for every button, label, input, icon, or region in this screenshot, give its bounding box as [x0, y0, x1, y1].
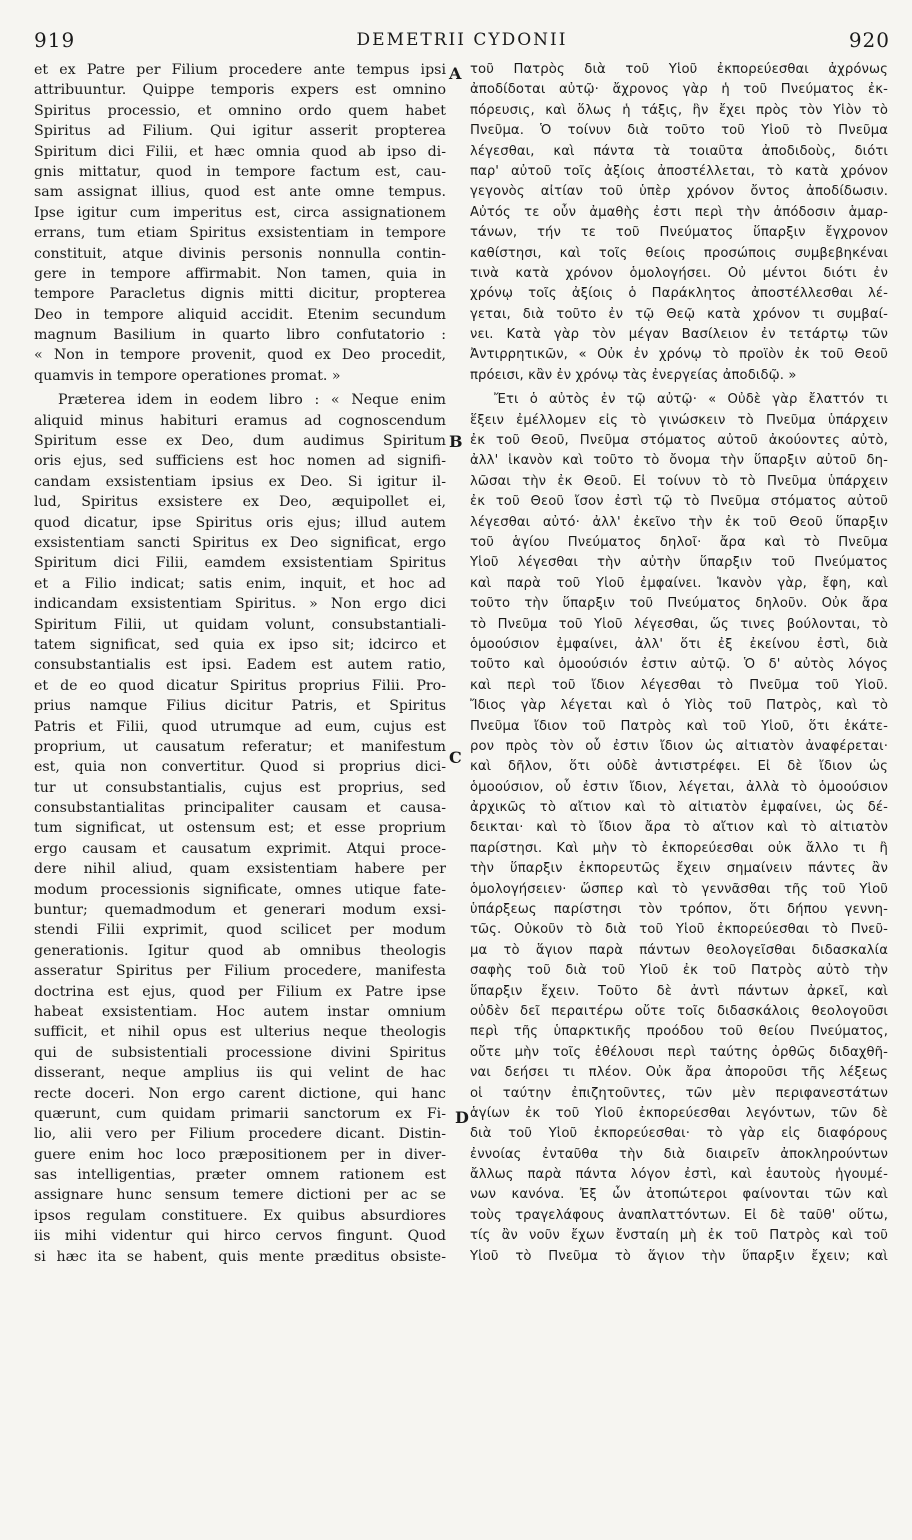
text-line: consubstantialitas principaliter causam et causa- [34, 800, 446, 817]
text-line: Spiritum Filii, ut quidam volunt, consubstantiali- [34, 616, 446, 633]
text-line: ἀποδίδοται αὐτῷ· ἄχρονος γὰρ ἡ τοῦ Πνεύματος ἐκ- [470, 82, 888, 98]
text-line: Spiritus ad Filium. Qui igitur asserit propterea [34, 123, 446, 140]
text-line: τὴν ὕπαρξιν ἐκπορευτῶς ἔχειν σημαίνειν πάντες ἂν [470, 861, 888, 877]
text-line: γεγονὸς αἰτίαν τοῦ ὑπὲρ χρόνον ὄντος ἀποδίδωσιν. [470, 184, 888, 200]
text-line: τινὰ κατὰ χρόνον ὁμολογήσει. Οὐ μέντοι διότι ἐν [470, 265, 888, 281]
text-line: attribuuntur. Quippe temporis expers est omnino [34, 82, 446, 99]
text-line: Ἔτι ὁ αὐτὸς ἐν τῷ αὐτῷ· « Οὐδὲ γὰρ ἔλαττόν τι [494, 392, 888, 408]
text-line: prius namque Filius dicitur Patris, et Spiritus [34, 698, 446, 715]
margin-letter-b: B [449, 432, 463, 451]
text-line: Spiritus processio, et omnino ordo quem habet [34, 102, 446, 119]
text-line: ἐκ τοῦ Θεοῦ, Πνεῦμα στόματος αὐτοῦ ἀκούοντες αὐτὸ, [470, 433, 888, 449]
text-line: oris ejus, sed sufficiens est hoc nomen ad signifi- [34, 453, 446, 470]
text-line: ἁγίων ἐκ τοῦ Υἱοῦ ἐκπορεύεσθαι λεγόντων, τῶν δὲ [470, 1105, 888, 1121]
text-line: et a Filio indicat; satis enim, inquit, et hoc ad [34, 575, 446, 592]
text-line: ὑπάρξεως παρίστησι τὸν τρόπον, ὅτι δήπου γεννη- [470, 902, 888, 918]
text-line: παρ' αὐτοῦ τοῖς ἀξίοις ἀποστέλλεται, τὸ κατὰ χρόνον [470, 163, 888, 179]
text-line: τοῦ ἁγίου Πνεύματος δηλοῖ· ἄρα καὶ τὸ Πνεῦμα [470, 534, 888, 550]
text-line: παρίστησι. Καὶ μὴν τὸ ἐκπορεύεσθαι οὐκ ἄλλο τι ἢ [470, 840, 888, 856]
text-line: νων κανόνα. Ἐξ ὧν ἀτοπώτεροι φαίνονται τῶν καὶ [470, 1187, 888, 1203]
text-line: tur ut consubstantialis, cujus est proprius, sed [34, 779, 446, 796]
text-line: ὁμολογήσειεν· ὥσπερ καὶ τὸ γεννᾶσθαι τῆς τοῦ Υἱοῦ [470, 881, 888, 897]
page-header [34, 28, 890, 56]
text-line: guere enim hoc loco præpositionem per in diver- [34, 1146, 446, 1163]
text-line: καὶ δῆλον, ὅτι οὐδὲ ἀντιστρέφει. Εἰ δὲ ἴδιον ὡς [470, 759, 888, 775]
text-line: Ἴδιος γὰρ λέγεται καὶ ὁ Υἱὸς τοῦ Πατρὸς, καὶ τὸ [470, 698, 888, 714]
text-line: ὁμοούσιον, οὗ ἐστιν ἴδιον, λέγεται, ἀλλὰ τὸ ὁμοούσιον [470, 779, 888, 795]
text-line: Ipse igitur cum imperitus est, circa assignationem [34, 204, 446, 221]
text-line: καὶ παρὰ τοῦ Υἱοῦ ἐμφαίνει. Ἱκανὸν γὰρ, ἔφη, καὶ [470, 575, 888, 591]
text-line: πόρευσις, καὶ ὅλως ἡ τάξις, ἣν ἔχει πρὸς τὸν Υἱὸν τὸ [470, 102, 888, 118]
text-line: exsistentiam sancti Spiritus ex Deo significat, ergo [34, 534, 446, 551]
text-line: et de eo quod dicatur Spiritus proprius Filii. Pro- [34, 677, 446, 694]
text-line: iis mihi videntur qui hirco cervos fingunt. Quod [34, 1228, 446, 1245]
text-line: quærunt, cum quidam primarii sanctorum ex Fi- [34, 1105, 446, 1122]
text-line: Υἱοῦ λέγεσθαι τὴν αὐτὴν ὕπαρξιν τοῦ Πνεύματος [470, 555, 888, 571]
text-line: si hæc ita se habent, quis mente præditus obsiste- [34, 1248, 446, 1265]
text-line: τοὺς τραγελάφους ἀναπλαττόντων. Εἰ δὲ ταῦθ' οὕτω, [470, 1207, 888, 1223]
text-line: qui de subsistentiali processione divini Spiritus [34, 1044, 446, 1061]
text-line: habeat exsistentiam. Hoc autem instar omnium [34, 1003, 446, 1020]
text-line: ergo causam et causatum exprimit. Atqui proce- [34, 840, 446, 857]
text-line: dere nihil aliud, quam exsistentiam habere per [34, 861, 446, 878]
text-line: Præterea idem in eodem libro : « Neque enim [58, 392, 446, 409]
text-line: καὶ περὶ τοῦ ἴδιον λέγεσθαι τὸ Πνεῦμα τοῦ Υἱοῦ. [470, 677, 888, 693]
text-line: ἀλλ' ἱκανὸν καὶ τοῦτο τὸ ὄνομα τὴν ὕπαρξιν αὐτοῦ δη- [470, 453, 888, 469]
text-line: Patris et Filii, quod utrumque ad eum, cujus est [34, 718, 446, 735]
text-line: consubstantialis est ipsi. Eadem est autem ratio, [34, 657, 446, 674]
margin-letter-d: D [455, 1108, 469, 1127]
text-line: Deo in tempore aliquid accidit. Etenim secundum [34, 306, 446, 323]
text-line: recte doceri. Non ergo carent dictione, qui hanc [34, 1085, 446, 1102]
text-line: λέγεσθαι αὐτό· ἀλλ' ἐκεῖνο τὴν ἐκ τοῦ Θεοῦ ὕπαρξιν [470, 514, 888, 530]
text-line: Υἱοῦ τὸ Πνεῦμα τὸ ἅγιον τὴν ὕπαρξιν ἔχειν; καὶ [470, 1248, 888, 1264]
text-line: Spiritum dici Filii, eamdem exsistentiam Spiritus [34, 555, 446, 572]
text-line: τοῦτο τὴν ὕπαρξιν τοῦ Πνεύματος δηλοῦν. Οὐκ ἄρα [470, 596, 888, 612]
text-line: καθίστησι, καὶ τοῖς θείοις προσώποις συμβεβηκέναι [470, 245, 888, 261]
text-line: errans, tum etiam Spiritus exsistentiam in tempore [34, 225, 446, 242]
text-line: buntur; quemadmodum et generari modum exsi- [34, 902, 446, 919]
text-line: τὸ Πνεῦμα τοῦ Υἱοῦ λέγεσθαι, ὥς τινες βούλονται, τὸ [470, 616, 888, 632]
text-line: οὔτε μὴν τοῖς ἐθέλουσι περὶ ταύτης ὀρθῶς διδαχθῆ- [470, 1044, 888, 1060]
text-line: assignare hunc sensum temere dictioni per ac se [34, 1187, 446, 1204]
page-number-left: 919 [34, 28, 76, 52]
text-line: tatem significat, sed quia ex ipso sit; idcirco et [34, 636, 446, 653]
text-line: σαφὴς τοῦ διὰ τοῦ Υἱοῦ ἐκ τοῦ Πατρὸς αὐτὸ τὴν [470, 963, 888, 979]
text-line: asseratur Spiritus per Filium procedere, manifesta [34, 963, 446, 980]
text-line: ἐννοίας ἐνταῦθα τὴν διὰ διαιρεῖν ἀποκληρούντων [470, 1146, 888, 1162]
text-line: Ἀντιρρητικῶν, « Οὐκ ἐν χρόνῳ τὸ προϊὸν ἐκ τοῦ Θεοῦ [470, 347, 888, 363]
text-line: ἐκ τοῦ Θεοῦ ἴσον ἐστὶ τῷ τὸ Πνεῦμα στόματος αὐτοῦ [470, 494, 888, 510]
text-line: τοῦ Πατρὸς διὰ τοῦ Υἱοῦ ἐκπορεύεσθαι ἀχρόνως [470, 62, 888, 77]
text-line: ρον πρὸς τὸν οὗ ἐστιν ἴδιον ὡς αἰτιατὸν ἀναφέρεται· [470, 738, 888, 754]
page-number-right: 920 [848, 28, 890, 52]
text-line: ὁμοούσιον ἐμφαίνει, ἀλλ' ὅτι ἐξ ἐκείνου ἐστὶ, διὰ [470, 636, 888, 652]
text-line: πρόεισι, κἂν ἐν χρόνῳ τὰς ἐνεργείας ἀποδιδῷ. » [470, 367, 797, 383]
text-line: λέγεσθαι, καὶ πάντα τὰ τοιαῦτα ἀποδιδοὺς, διότι [470, 143, 888, 159]
text-line: est, quia non convertitur. Quod si proprius dici- [34, 759, 446, 776]
text-line: μα τὸ ἅγιον παρὰ πάντων θεολογεῖσθαι διδασκαλία [470, 942, 888, 958]
text-line: sufficit, et nihil opus est ulterius neque theologis [34, 1024, 446, 1041]
text-line: τοῦτο καὶ ὁμοούσιόν ἐστιν αὐτῷ. Ὁ δ' αὐτὸς λόγος [470, 657, 888, 673]
text-line: magnum Basilium in quarto libro confutatorio : [34, 327, 446, 344]
text-line: proprium, ut causatum referatur; et manifestum [34, 738, 446, 755]
text-line: gere in tempore affirmabit. Non tamen, quia in [34, 265, 446, 282]
text-line: τίς ἂν νοῦν ἔχων ἔνσταίη μὴ ἐκ τοῦ Πατρὸς καὶ τοῦ [470, 1228, 888, 1244]
text-line: sas intelligentias, præter omnem rationem est [34, 1167, 446, 1184]
text-line: candam exsistentiam ipsius ex Deo. Si igitur il- [34, 473, 446, 490]
latin-column [34, 60, 446, 1267]
greek-column [470, 60, 888, 1267]
text-line: disserant, neque amplius iis qui velint de hac [34, 1065, 446, 1082]
text-line: περὶ τῆς ὑπαρκτικῆς προόδου τοῦ θείου Πνεύματος, [470, 1024, 888, 1040]
text-line: χρόνῳ τοῖς ἀξίοις ὁ Παράκλητος ἀποστέλλεσθαι λέ- [470, 286, 888, 302]
text-line: ἄλλως παρὰ πάντα λόγον ἐστὶ, καὶ ἑαυτοὺς ἡγουμέ- [470, 1167, 888, 1183]
text-line: et ex Patre per Filium procedere ante tempus ipsi [34, 62, 446, 78]
text-line: λῶσαι τὴν ἐκ Θεοῦ. Εἰ τοίνυν τὸ τὸ Πνεῦμα ὑπάρχειν [470, 473, 888, 489]
text-line: modum processionis significate, omnes utique fate- [34, 881, 446, 898]
text-line: tum significat, ut ostensum est; et esse proprium [34, 820, 446, 837]
text-line: doctrina est ejus, quod per Filium ex Patre ipse [34, 983, 446, 1000]
text-line: ναι δεήσει τι πλέον. Οὐκ ἄρα ἀποροῦσι τῆς λέξεως [470, 1065, 888, 1081]
text-line: aliquid minus habituri eramus ad cognoscendum [34, 412, 446, 429]
text-line: lud, Spiritus exsistere ex Deo, æquipollet ei, [34, 494, 446, 511]
text-line: indicandam exsistentiam Spiritus. » Non ergo dici [34, 596, 446, 613]
margin-letter-a: A [449, 64, 462, 83]
running-title: DEMETRII CYDONII [356, 30, 568, 50]
text-line: Spiritum esse ex Deo, dum audimus Spiritum [34, 433, 446, 450]
text-line: quod dicatur, ipse Spiritus oris ejus; illud autem [34, 514, 446, 531]
text-line: Spiritum dici Filii, et hæc omnia quod ab ipso di- [34, 143, 446, 160]
text-line: ὕπαρξιν ἔχειν. Τοῦτο δὲ ἀντὶ πάντων ἀρκεῖ, καὶ [470, 983, 888, 999]
text-line: ipsos regulam constituere. Ex quibus absurdiores [34, 1207, 446, 1224]
text-line: tempore Paracletus dignis mitti dicitur, propterea [34, 286, 446, 303]
text-line: Αὐτός τε οὖν ἀμαθὴς ἐστι περὶ τὴν ἀπόδοσιν ἁμαρ- [470, 204, 888, 220]
text-line: constituit, atque divinis personis nonnulla contin- [34, 245, 446, 262]
text-line: ἀρχικῶς τὸ αἴτιον καὶ τὸ αἰτιατὸν ἐμφαίνει, ὡς δέ- [470, 800, 888, 816]
text-line: lio, alii vero per Filium procedere dicant. Distin- [34, 1126, 446, 1143]
text-line: νει. Κατὰ γὰρ τὸν μέγαν Βασίλειον ἐν τετάρτῳ τῶν [470, 327, 888, 343]
text-line: ἕξειν ἐμέλλομεν εἰς τὸ γινώσκειν τὸ Πνεῦμα ὑπάρχειν [470, 412, 888, 428]
margin-letter-c: C [449, 748, 462, 767]
text-line: sam assignat illius, quod est ante omne tempus. [34, 184, 446, 201]
text-line: Πνεῦμα ἴδιον τοῦ Πατρὸς καὶ τοῦ Υἱοῦ, ὅτι ἑκάτε- [470, 718, 888, 734]
text-line: δεικται· καὶ τὸ ἴδιον ἄρα τὸ αἴτιον καὶ τὸ αἰτιατὸν [470, 820, 888, 836]
text-line: τῶς. Οὐκοῦν τὸ διὰ τοῦ Υἱοῦ ἐκπορεύεσθαι τὸ Πνεῦ- [470, 922, 888, 938]
text-line: stendi Filii exprimit, quod scilicet per modum [34, 922, 446, 939]
text-line: οἱ ταύτην ἐπιζητοῦντες, τῶν μὲν περιφανεστάτων [470, 1085, 888, 1101]
text-line: « Non in tempore provenit, quod ex Deo procedit, [34, 347, 446, 364]
text-line: διὰ τοῦ Υἱοῦ ἐκπορεύεσθαι· τὸ γὰρ εἰς διαφόρους [470, 1126, 888, 1142]
text-line: Πνεῦμα. Ὁ τοίνυν διὰ τοῦτο τοῦ Υἱοῦ τὸ Πνεῦμα [470, 123, 888, 139]
text-line: generationis. Igitur quod ab omnibus theologis [34, 942, 446, 959]
text-line: gnis mittatur, quod in tempore factum est, cau- [34, 163, 446, 180]
text-line: γεται, διὰ τοῦτο ἐν τῷ Θεῷ κατὰ χρόνον τι συμβαί- [470, 306, 888, 322]
text-line: quamvis in tempore operationes promat. » [34, 367, 341, 384]
text-line: τάνων, τήν τε τοῦ Πνεύματος ὕπαρξιν ἔγχρονον [470, 225, 888, 241]
text-line: οὐδὲν δεῖ περαιτέρω οὔτε τοῖς διδασκάλοις θεολογοῦσι [470, 1003, 888, 1019]
